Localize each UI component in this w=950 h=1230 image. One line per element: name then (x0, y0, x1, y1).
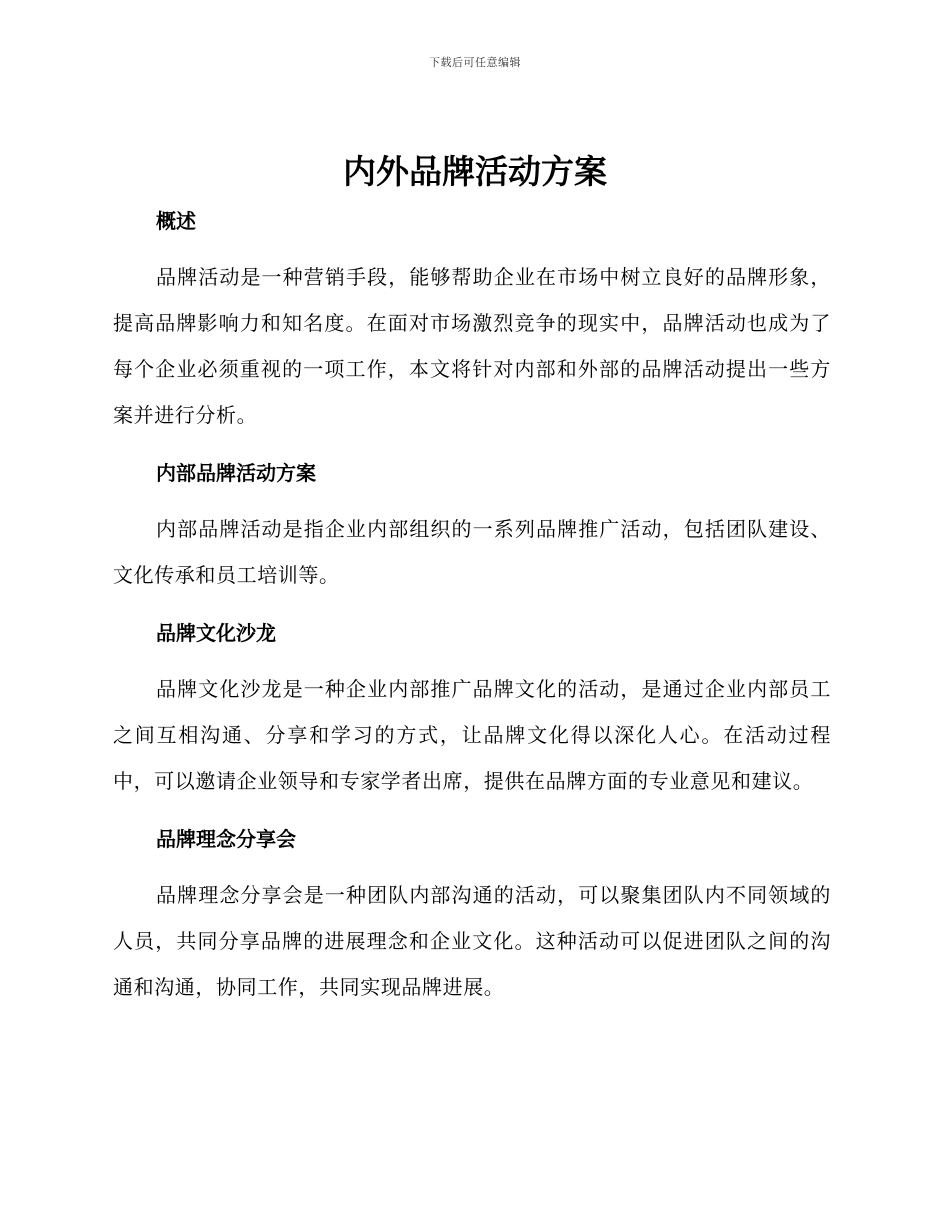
document-title: 内外品牌活动方案 (343, 152, 607, 191)
document-body (113, 200, 831, 1010)
section-heading-internal-plan: 内部品牌活动方案 (156, 461, 316, 485)
section-heading-concept-sharing: 品牌理念分享会 (156, 827, 296, 851)
page-header-note: 下载后可任意编辑 (429, 56, 521, 69)
section-heading-culture-salon: 品牌文化沙龙 (156, 621, 276, 645)
section-paragraph-internal-plan: 内部品牌活动是指企业内部组织的一系列品牌推广活动，包括团队建设、文化传承和员工培训等。 (113, 517, 831, 587)
section-paragraph-overview: 品牌活动是一种营销手段，能够帮助企业在市场中树立良好的品牌形象，提高品牌影响力和知名度。在面对市场激烈竞争的现实中，品牌活动也成为了每个企业必须重视的一项工作，本文将针对内部和外部的品牌活动提出一些方案并进行分析。 (113, 265, 831, 427)
section-paragraph-culture-salon: 品牌文化沙龙是一种企业内部推广品牌文化的活动，是通过企业内部员工之间互相沟通、分享和学习的方式，让品牌文化得以深化人心。在活动过程中，可以邀请企业领导和专家学者出席，提供在品牌方面的专业意见和建议。 (113, 677, 831, 793)
section-heading-overview: 概述 (156, 209, 196, 233)
section-paragraph-concept-sharing: 品牌理念分享会是一种团队内部沟通的活动，可以聚集团队内不同领域的人员，共同分享品牌的进展理念和企业文化。这种活动可以促进团队之间的沟通和沟通，协同工作，共同实现品牌进展。 (113, 883, 831, 999)
